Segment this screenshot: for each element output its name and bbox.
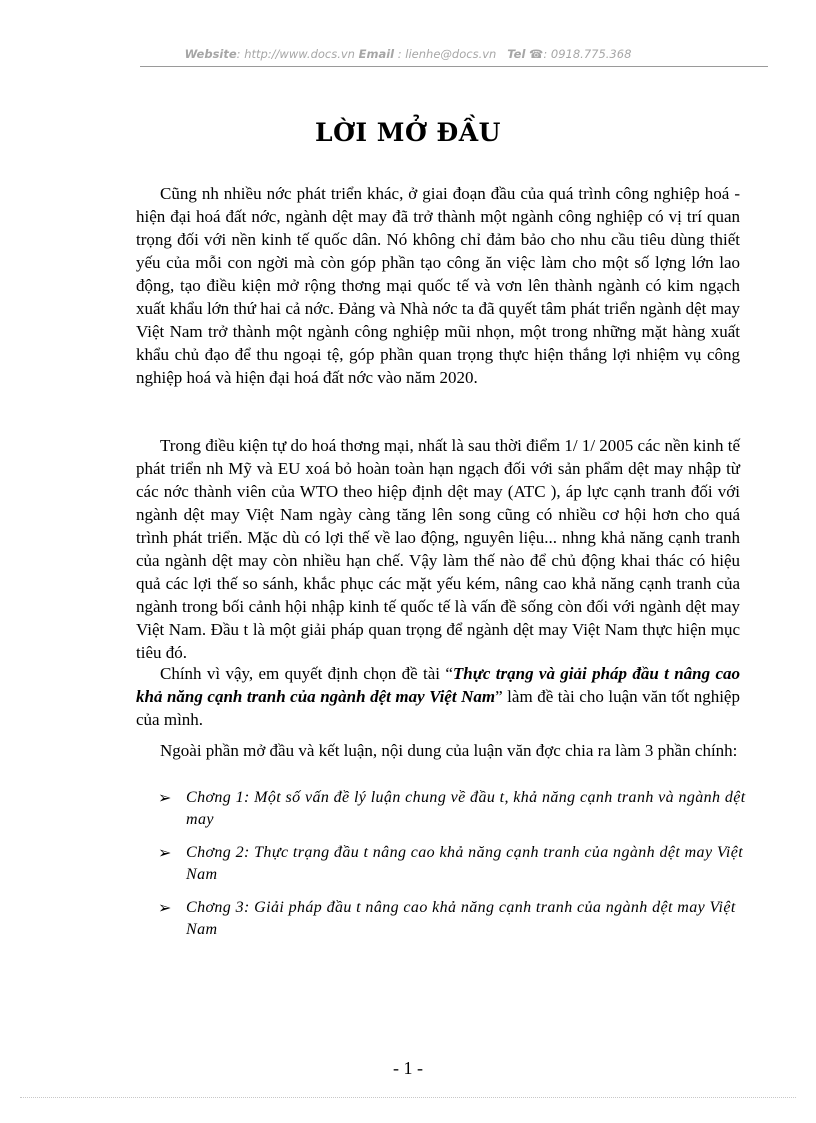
- footer-divider: [20, 1097, 796, 1098]
- page-number: - 1 -: [393, 1058, 423, 1078]
- chapter-item: [158, 897, 748, 941]
- chapter-text: Chơng 1: Một số vấn đề lý luận chung về đầu t, khả năng cạnh tranh và ngành dệt may: [186, 789, 746, 828]
- paragraph-3-tail: ” làm đề tài cho luận văn tốt nghiệp của mình.: [136, 687, 740, 729]
- paragraph-2: Trong điều kiện tự do hoá thơng mại, nhất là sau thời điểm 1/ 1/ 2005 các nền kinh tế phát triển nh Mỹ và EU xoá bỏ hoàn toàn hạn ngạch đối với sản phẩm dệt may nhập từ các nớc thành viên của WTO theo hiệp định dệt may (ATC ), áp lực cạnh tranh đối với ngành dệt may Việt Nam ngày càng tăng lên song cũng có nhiều cơ hội hơn cho quá trình phát triển. Mặc dù có lợi thế về lao động, nguyên liệu... nhng khả năng cạnh tranh của ngành dệt may còn nhiều hạn chế. Vậy làm thế nào để chủ động khai thác có hiệu quả các lợi thế so sánh, khắc phục các mặt yếu kém, nâng cao khả năng cạnh tranh của ngành trong bối cảnh hội nhập kinh tế quốc tế là vấn đề sống còn đối với ngành dệt may Việt Nam. Đầu t là một giải pháp quan trọng để ngành dệt may Việt Nam thực hiện mục tiêu đó.: [136, 436, 740, 662]
- arrow-bullet-icon: ➢: [158, 898, 172, 917]
- email-label: Email: [358, 47, 395, 61]
- arrow-bullet-icon: ➢: [158, 788, 172, 807]
- email-value: : lienhe@docs.vn: [394, 47, 497, 61]
- phone-icon: ☎: [529, 47, 544, 61]
- paragraph-4: Ngoài phần mở đầu và kết luận, nội dung của luận văn đợc chia ra làm 3 phần chính:: [160, 741, 738, 760]
- header-divider: [140, 66, 768, 67]
- paragraph-1: Cũng nh nhiều nớc phát triển khác, ở giai đoạn đầu của quá trình công nghiệp hoá - hiện đại hoá đất nớc, ngành dệt may đã trở thành một ngành công nghiệp có vị trí quan trọng đối với nền kinh tế quốc dân. Nó không chỉ đảm bảo cho nhu cầu tiêu dùng thiết yếu của mỗi con ngời mà còn góp phần tạo công ăn việc làm cho một số lợng lớn lao động, tạo điều kiện mở rộng thơng mại quốc tế và vơn lên thành ngành có kim ngạch xuất khẩu lớn thứ hai cả nớc. Đảng và Nhà nớc ta đã quyết tâm phát triển ngành dệt may Việt Nam trở thành một ngành công nghiệp mũi nhọn, một trong những mặt hàng xuất khẩu chủ đạo để thu ngoại tệ, góp phần quan trọng thực hiện thắng lợi nhiệm vụ công nghiệp hoá và hiện đại hoá đất nớc vào năm 2020.: [136, 184, 740, 387]
- chapter-item: [158, 842, 748, 886]
- arrow-bullet-icon: ➢: [158, 843, 172, 862]
- paragraph-3: [136, 662, 740, 731]
- chapter-text: Chơng 3: Giải pháp đầu t nâng cao khả năng cạnh tranh của ngành dệt may Việt Nam: [186, 899, 736, 938]
- thesis-topic: Thực trạng và giải pháp đầu t nâng cao khả năng cạnh tranh của ngành dệt may Việt Nam: [136, 664, 740, 706]
- tel-value: : 0918.775.368: [543, 47, 632, 61]
- chapter-item: [158, 787, 748, 831]
- website-value: : http://www.docs.vn: [236, 47, 355, 61]
- tel-label: Tel: [507, 47, 526, 61]
- page-title: LỜI MỞ ĐẦU: [315, 118, 501, 147]
- page-header: [0, 47, 816, 61]
- website-label: Website: [184, 47, 237, 61]
- chapter-text: Chơng 2: Thực trạng đầu t nâng cao khả năng cạnh tranh của ngành dệt may Việt Nam: [186, 844, 744, 883]
- paragraph-3-lead: Chính vì vậy, em quyết định chọn đề tài “: [160, 664, 453, 683]
